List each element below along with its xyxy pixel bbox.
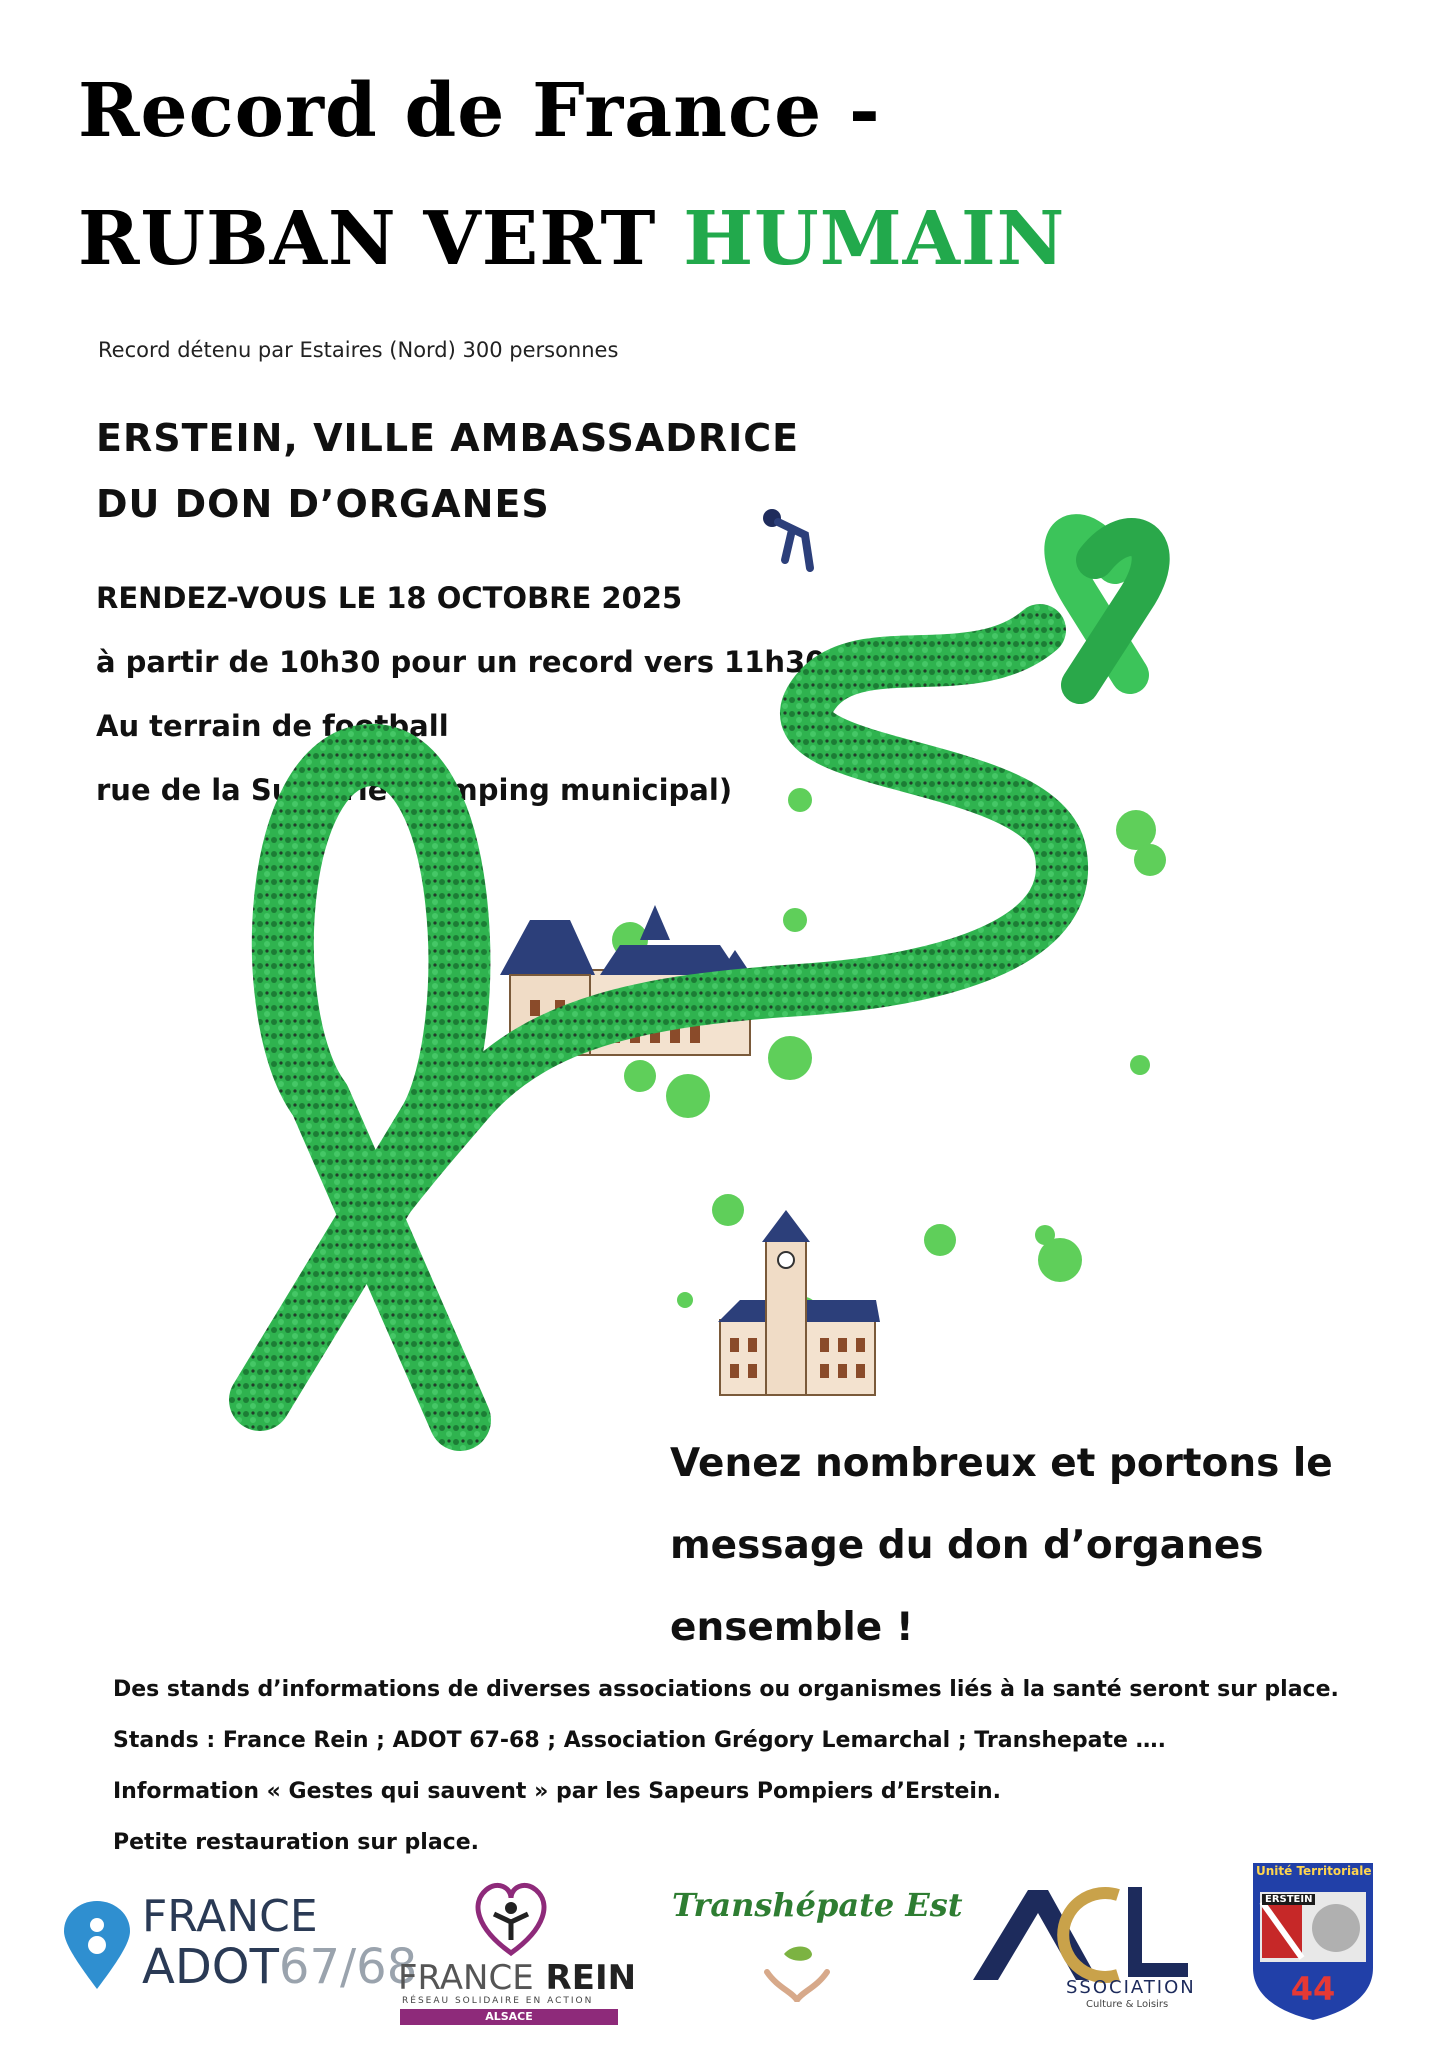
slogan [670, 1423, 1333, 1669]
hands-liver-icon [762, 1942, 832, 2002]
logo-france-rein [398, 1878, 637, 2028]
slogan-line-3: ensemble ! [670, 1605, 914, 1650]
logo-acl [968, 1875, 1208, 2015]
footer-line-1: Des stands d’informations de diverses associations ou organismes liés à la santé seront sur place. [113, 1677, 1339, 1702]
big-ribbon [260, 755, 460, 1420]
headline-line-1: ERSTEIN, VILLE AMBASSADRICE [96, 416, 800, 460]
logo-france-adot [62, 1891, 418, 2005]
footer-line-3: Information « Gestes qui sauvent » par les Sapeurs Pompiers d’Erstein. [113, 1779, 1001, 1804]
adot-line-1: FRANCE [142, 1891, 318, 1942]
rein-tagline: RÉSEAU SOLIDAIRE EN ACTION [402, 1996, 594, 2006]
title-black: RUBAN VERT [78, 196, 657, 282]
adot-name: ADOT [142, 1939, 279, 1995]
event-place: Au terrain de football [96, 709, 449, 743]
headline-line-2: DU DON D’ORGANES [96, 482, 550, 526]
slogan-line-2: message du don d’organes [670, 1523, 1264, 1568]
clock-tower-icon [718, 1210, 880, 1395]
logo-unite-territoriale [1248, 1858, 1378, 2023]
rein-region: ALSACE [400, 2009, 618, 2025]
rein-name [398, 1960, 636, 1996]
event-street: rue de la Sucrerie (camping municipal) [96, 773, 733, 807]
unite-top: Unité Territoriale [1256, 1864, 1372, 1878]
footer-line-4: Petite restauration sur place. [113, 1830, 479, 1855]
slogan-line-1: Venez nombreux et portons le [670, 1441, 1333, 1486]
rein-name-b: REIN [533, 1958, 637, 1998]
small-ribbon-icon [1063, 533, 1150, 685]
footer-text [113, 1664, 1339, 1868]
title-line-1: Record de France - [78, 68, 881, 154]
acl-sub: Culture & Loisirs [1086, 1999, 1169, 2010]
logo-transhepate [672, 1880, 963, 2010]
rein-heart-icon [466, 1878, 556, 1958]
record-note: Record détenu par Estaires (Nord) 300 personnes [98, 338, 619, 362]
event-time: à partir de 10h30 pour un record vers 11h30 [96, 645, 826, 679]
adot-dept: 67/68 [278, 1939, 418, 1995]
adot-line-2 [142, 1941, 417, 1993]
rein-name-a: FRANCE [398, 1958, 534, 1998]
acl-word: SSOCIATION [1066, 1977, 1196, 1998]
title-line-2 [78, 196, 1065, 282]
adot-drop-icon [62, 1901, 132, 1991]
unite-name: ERSTEIN [1262, 1894, 1315, 1905]
acl-mark-icon [968, 1875, 1208, 1985]
footer-line-2: Stands : France Rein ; ADOT 67-68 ; Association Grégory Lemarchal ; Transhepate …. [113, 1728, 1166, 1753]
event-date: RENDEZ-VOUS LE 18 OCTOBRE 2025 [96, 581, 683, 615]
person-icon [763, 509, 810, 568]
transhepate-name: Transhépate Est [672, 1886, 963, 1924]
title-green: HUMAIN [683, 196, 1066, 282]
unite-number: 44 [1290, 1970, 1336, 2008]
